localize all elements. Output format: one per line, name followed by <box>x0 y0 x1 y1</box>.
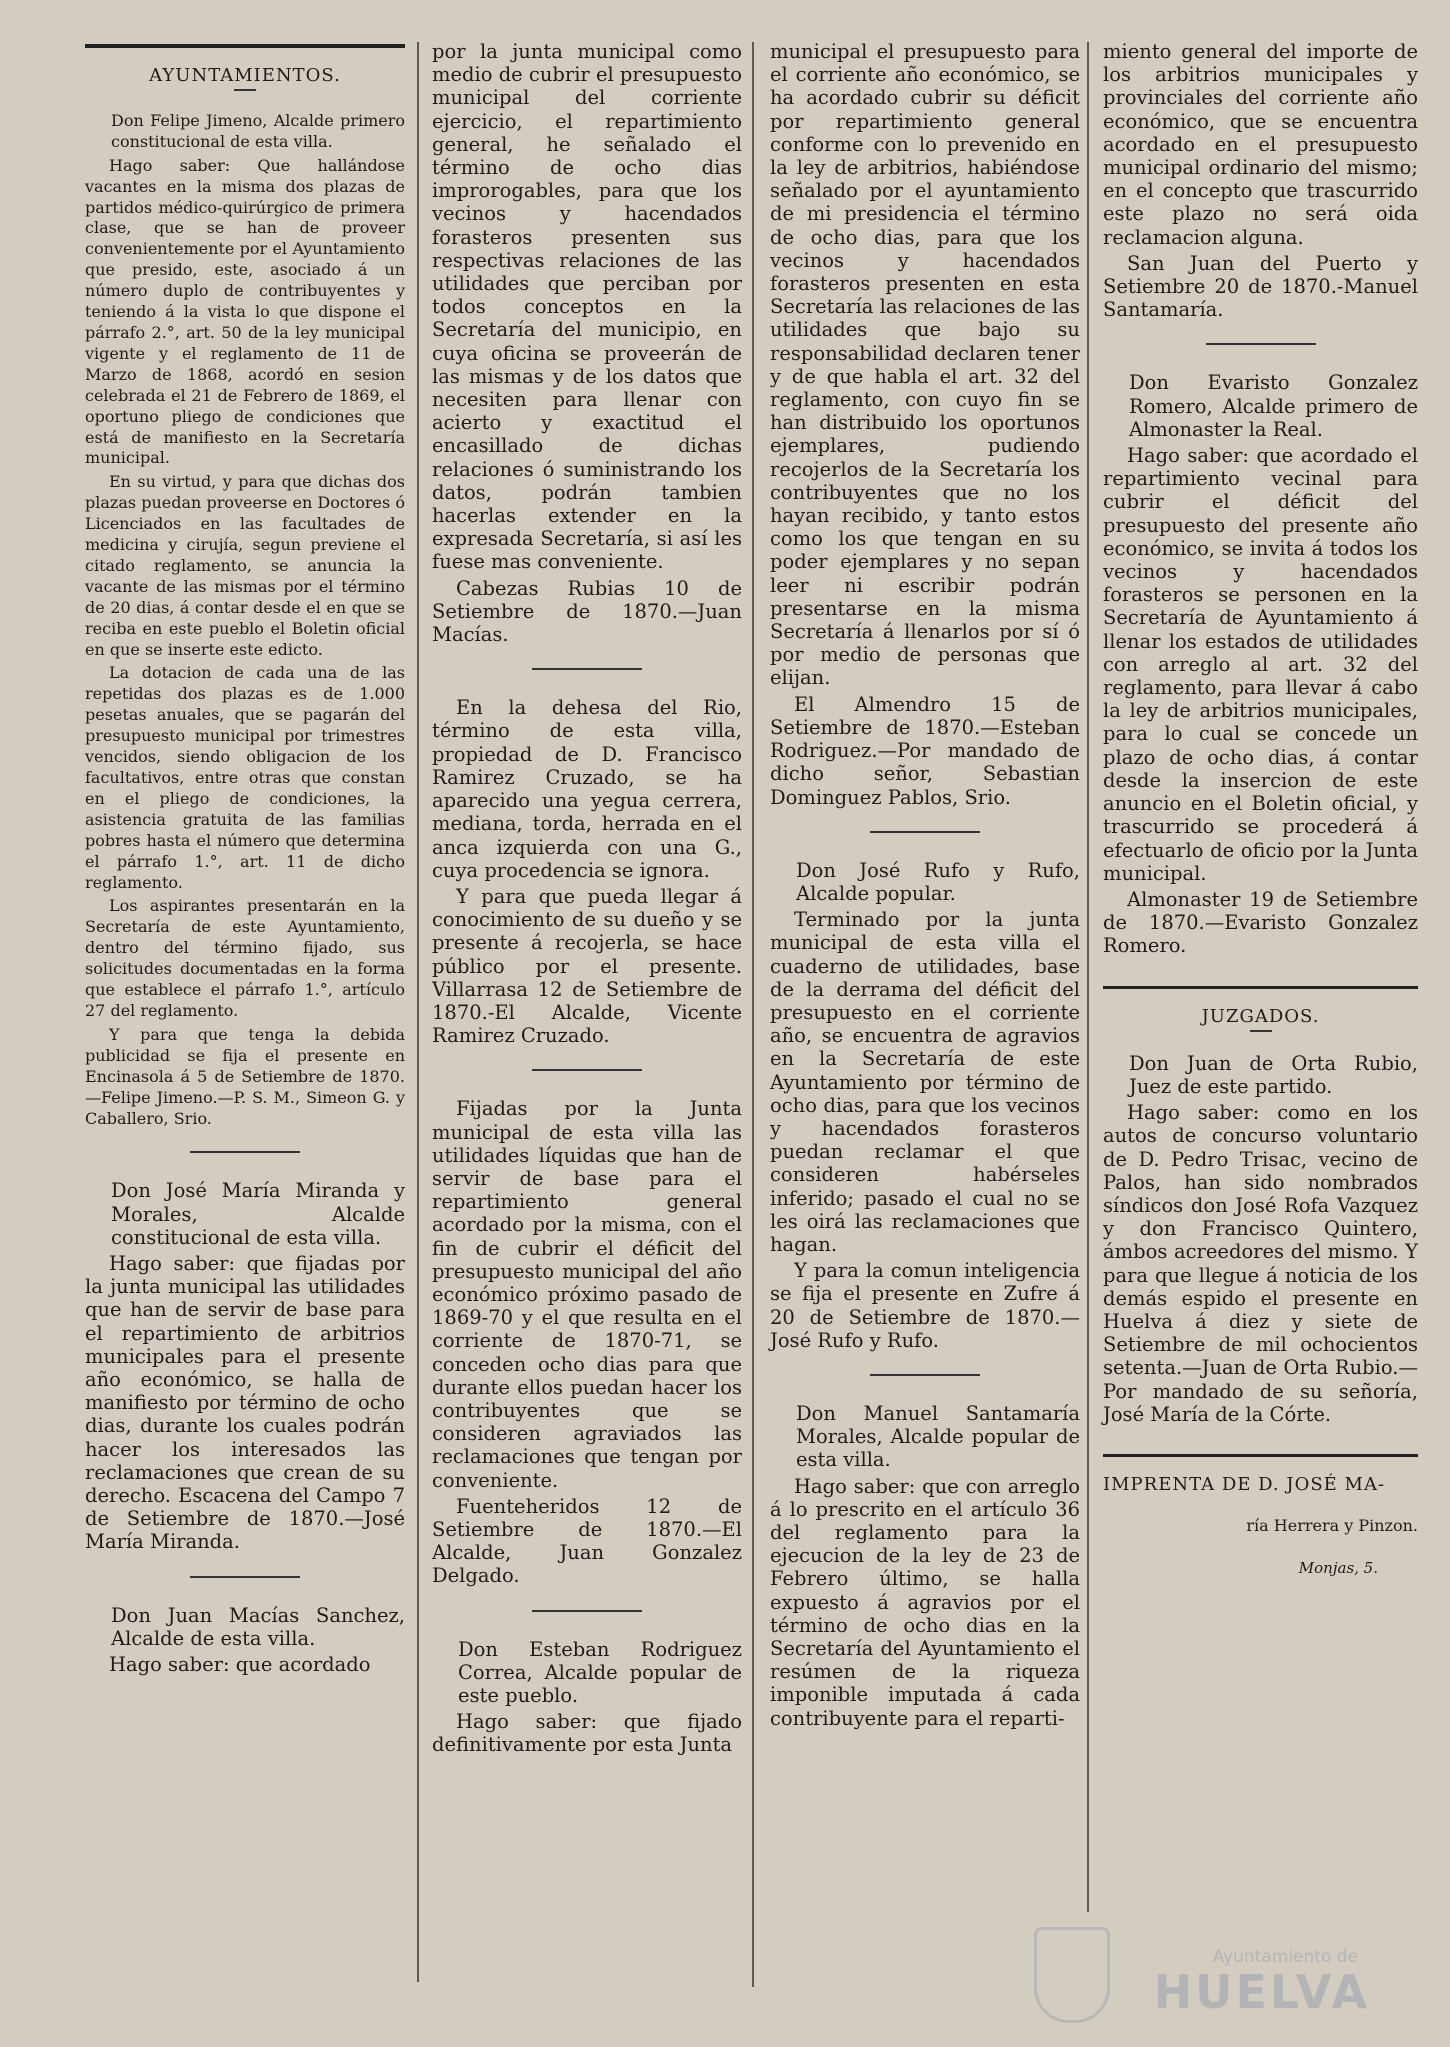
separator <box>870 831 980 833</box>
separator <box>190 1151 300 1153</box>
separator <box>532 1069 642 1071</box>
notice-paragraph: Los aspirantes presentarán en la Secretaría de este Ayuntamiento, dentro del término fijado, sus solicitudes documentadas en la forma que establece el párrafo 1.°, artículo 27 del reglamento. <box>85 896 405 1020</box>
notice-signature: Almonaster 19 de Setiembre de 1870.—Evaristo Gonzalez Romero. <box>1103 887 1418 958</box>
notice-header: Don José María Miranda y Morales, Alcalde constitucional de esta villa. <box>111 1179 405 1249</box>
notice-paragraph: Y para que tenga la debida publicidad se fija el presente en Encinasola á 5 de Setiembre de 1870. —Felipe Jimeno.—P. S. M., Simeon G. y Caballero, Srio. <box>85 1024 405 1128</box>
column-1 <box>85 40 405 1679</box>
notice-paragraph: La dotacion de cada una de las repetidas dos plazas es de 1.000 pesetas anuales, que se pagarán del presupuesto municipal por trimestres vencidos, siendo obligacion de los facultativos, entre otras que constan en el pliego de condiciones, la asistencia gratuita de las familias pobres hasta el número que determina el párrafo 1.°, art. 11 de dicho reglamento. <box>85 663 405 892</box>
notice-header: Don Esteban Rodriguez Correa, Alcalde popular de este pueblo. <box>458 1637 742 1707</box>
notice-paragraph: Hago saber: que fijadas por la junta municipal las utilidades que han de servir de base para el repartimiento de arbitrios municipales para el presente año económico, se halla de manifiesto por término de ocho dias, durante los cuales podrán hacer los interesados las reclamaciones que crean de su derecho. Escacena del Campo 7 de Setiembre de 1870.—José María Miranda. <box>85 1252 405 1554</box>
notice-paragraph: Fijadas por la Junta municipal de esta villa las utilidades líquidas que han de servir de base para el repartimiento general acordado por la misma, con el fin de cubrir el déficit del presupuesto municipal del año económico próximo pasado de 1869-70 y el que resulta en el corriente de 1870-71, se conceden ocho dias para que durante ellos puedan hacer los contribuyentes que se consideren agraviados las reclamaciones que tengan por conveniente. <box>432 1097 742 1492</box>
notice-paragraph: por la junta municipal como medio de cubrir el presupuesto municipal del corriente ejercicio, el repartimiento general, he señalado el término de ocho dias improrogables, para que los vecinos y hacendados forasteros presenten sus respectivas relaciones de las utilidades que perciban por todos conceptos en la Secretaría del municipio, en cuya oficina se proveerán de las mismas y de los datos que necesiten para llenar con acierto y exactitud el encasillado de dichas relaciones ó suministrando los datos, podrán tambien hacerlas extender en la expresada Secretaría, si así les fuese mas conveniente. <box>432 40 743 574</box>
notice-signature: Fuenteheridos 12 de Setiembre de 1870.—El Alcalde, Juan Gonzalez Delgado. <box>432 1494 742 1588</box>
notice-signature: San Juan del Puerto y Setiembre 20 de 1870.-Manuel Santamaría. <box>1103 251 1418 322</box>
notice-paragraph: Terminado por la junta municipal de esta villa el cuaderno de utilidades, base de la derrama del déficit del presupuesto en el corriente año, se encuentra de agravios en la Secretaría de este Ayuntamiento por término de ocho dias, para que los vecinos y hacendados forasteros puedan reclamar el que consideren habérseles inferido; pasado el cual no se les oirá las reclamaciones que hagan. <box>770 908 1080 1256</box>
separator <box>190 1576 300 1578</box>
separator <box>532 1610 642 1612</box>
notice-header: Don Evaristo Gonzalez Romero, Alcalde primero de Almonaster la Real. <box>1129 371 1418 441</box>
watermark-huelva: HUELVA <box>1153 1965 1370 2019</box>
notice-paragraph: En la dehesa del Rio, término de esta villa, propiedad de D. Francisco Ramirez Cruzado, se ha aparecido una yegua cerrera, mediana, torda, herrada en el anca izquierda con una G., cuya procedencia se ignora. <box>432 696 742 882</box>
section-rule <box>1103 986 1418 989</box>
notice-header: Don Manuel Santamaría Morales, Alcalde popular de esta villa. <box>796 1401 1080 1472</box>
notice-signature: Cabezas Rubias 10 de Setiembre de 1870.—Juan Macías. <box>432 576 742 647</box>
notice-paragraph: Hago saber: como en los autos de concurso voluntario de D. Pedro Trisac, vecino de Palos, han sido nombrados síndicos don José Rofa Vazquez y don Francisco Quintero, ámbos acreedores del mismo. Y para que llegue á noticia de los demás espido el presente en Huelva á diez y siete de Setiembre de mil ochocientos setenta.—Juan de Orta Rubio.—Por mandado de su señoría, José María de la Córte. <box>1103 1101 1418 1426</box>
separator <box>532 668 642 670</box>
notice-header: Don José Rufo y Rufo, Alcalde popular. <box>796 858 1080 905</box>
column-3 <box>770 40 1080 1733</box>
separator <box>1206 343 1316 345</box>
imprint-line: IMPRENTA DE D. JOSÉ MA- <box>1103 1473 1386 1495</box>
imprint-address: Monjas, 5. <box>1298 1559 1378 1578</box>
notice-paragraph: En su virtud, y para que dichas dos plazas puedan proveerse en Doctores ó Licenciados en las facultades de medicina y cirujía, segun previene el citado reglamento, se anuncia la vacante de las mismas por el término de 20 dias, á contar desde el en que se reciba en este pueblo el Boletin oficial en que se inserte este edicto. <box>85 472 405 659</box>
column-2 <box>432 40 742 1760</box>
notice-header: Don Juan Macías Sanchez, Alcalde de esta villa. <box>111 1603 405 1650</box>
column-rule-2 <box>752 42 754 1987</box>
column-rule-1 <box>417 42 419 1982</box>
notice-paragraph: municipal el presupuesto para el corriente año económico, se ha acordado cubrir su déficit por repartimiento general conforme con lo prevenido en la ley de arbitrios, habiéndose señalado por el ayuntamiento de mi presidencia el término de ocho dias, para que los vecinos y hacendados forasteros presenten en esta Secretaría las relaciones de las utilidades que bajo su responsabilidad declaren tener y de que habla el art. 32 del reglamento, con cuyo fin se han distribuido los oportunos ejemplares, pudiendo recojerlos de la Secretaría los contribuyentes que no los hayan recibido, y tanto estos como los que tengan en su poder ejemplares y no sepan leer ni escribir podrán presentarse en la misma Secretaría á llenarlos por sí ó por medio de personas que elijan. <box>770 40 1080 690</box>
top-rule <box>85 44 405 48</box>
notice-header: Don Felipe Jimeno, Alcalde primero constitucional de esta villa. <box>111 110 405 151</box>
column-rule-3 <box>1087 42 1089 1912</box>
watermark-small: Ayuntamiento de <box>1212 1947 1358 1967</box>
notice-paragraph: Hago saber: Que hallándose vacantes en la misma dos plazas de partidos médico-quirúrgico de primera clase, que se han de proveer convenientemente por el Ayuntamiento que presido, este, asociado á un número duplo de contribuyentes y teniendo á la vista lo que dispone el párrafo 2.°, art. 50 de la ley municipal vigente y el reglamento de 11 de Marzo de 1868, acordó en sesion celebrada el 21 de Febrero de 1869, el oportuno pliego de condiciones que está de manifiesto en la Secretaría municipal. <box>85 155 405 468</box>
notice-paragraph: miento general del importe de los arbitrios municipales y provinciales del corriente año económico, que se encuentra acordado en el presupuesto municipal ordinario del mismo; en el concepto que trascurrido este plazo no será oida reclamacion alguna. <box>1103 40 1418 249</box>
notice-paragraph: Hago saber: que acordado el repartimiento vecinal para cubrir el déficit del presupuesto del presente año económico, se invita á todos los vecinos y hacendados forasteros se personen en la Secretaría de Ayuntamiento á llenar los estados de utilidades con arreglo al art. 32 del reglamento, para llevar á cabo la ley de arbitrios municipales, para lo cual se concede un plazo de ocho dias, á contar desde la insercion de este anuncio en el Boletin oficial, y trascurrido se procederá á efectuarlo de oficio por la Junta municipal. <box>1103 444 1418 885</box>
archive-seal-icon <box>1034 1927 1110 2023</box>
section-rule <box>1103 1454 1418 1457</box>
notice-paragraph: Hago saber: que acordado <box>109 1653 371 1677</box>
notice-signature: El Almendro 15 de Setiembre de 1870.—Esteban Rodriguez.—Por mandado de dicho señor, Sebastian Dominguez Pablos, Srio. <box>770 692 1080 809</box>
section-title-juzgados: JUZGADOS. <box>1201 1005 1320 1027</box>
notice-paragraph: Y para que pueda llegar á conocimiento de su dueño y se presente á recojerla, se hace público por el presente. Villarrasa 12 de Setiembre de 1870.-El Alcalde, Vicente Ramirez Cruzado. <box>432 884 742 1048</box>
notice-paragraph: Hago saber: que con arreglo á lo prescrito en el artículo 36 del reglamento para la ejecucion de la ley de 23 de Febrero último, se halla expuesto á agravios por el término de ocho dias en la Secretaría del Ayuntamiento el resúmen de la riqueza imponible imputada á cada contribuyente para el reparti- <box>770 1474 1080 1730</box>
notice-paragraph: Hago saber: que fijado definitivamente por esta Junta <box>432 1710 742 1757</box>
separator <box>870 1374 980 1376</box>
title-dash <box>234 89 256 91</box>
title-dash <box>1250 1030 1272 1032</box>
section-title-ayuntamientos: AYUNTAMIENTOS. <box>149 65 341 86</box>
column-4 <box>1103 40 1418 1581</box>
notice-header: Don Juan de Orta Rubio, Juez de este partido. <box>1129 1051 1418 1098</box>
notice-paragraph: Y para la comun inteligencia se fija el presente en Zufre á 20 de Setiembre de 1870.—José Rufo y Rufo. <box>770 1259 1080 1352</box>
imprint-line: ría Herrera y Pinzon. <box>1246 1516 1418 1536</box>
